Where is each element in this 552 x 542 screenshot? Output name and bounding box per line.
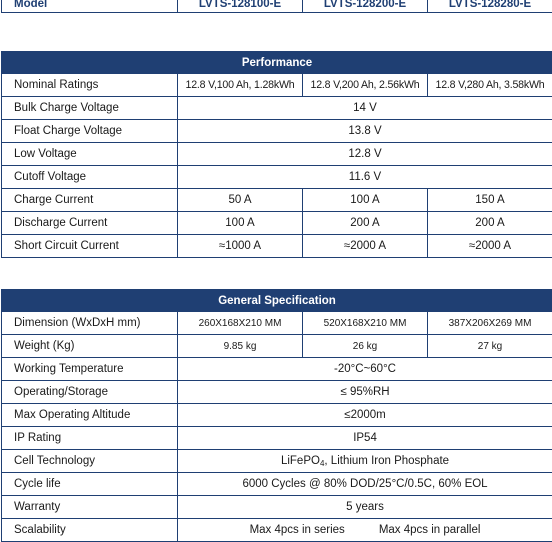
spec-value: -20°C~60°C bbox=[178, 358, 552, 381]
spec-value: 200 A bbox=[428, 212, 552, 235]
spec-value: 260X168X210 MM bbox=[178, 312, 303, 335]
table-row bbox=[2, 143, 552, 166]
spec-value: 12.8 V,280 Ah, 3.58kWh bbox=[428, 74, 552, 97]
general-spec-table bbox=[1, 289, 552, 542]
table-row bbox=[2, 335, 552, 358]
spec-label: Short Circuit Current bbox=[2, 235, 178, 258]
spec-value: 12.8 V bbox=[178, 143, 552, 166]
spec-value: 14 V bbox=[178, 97, 552, 120]
spec-label: Cycle life bbox=[2, 473, 178, 496]
spec-value: 9.85 kg bbox=[178, 335, 303, 358]
spec-value: ≤2000m bbox=[178, 404, 552, 427]
spec-value: 5 years bbox=[178, 496, 552, 519]
table-row bbox=[2, 404, 552, 427]
table-row bbox=[2, 427, 552, 450]
table-row bbox=[2, 450, 552, 473]
general-section-header bbox=[2, 290, 552, 312]
table-row bbox=[2, 120, 552, 143]
performance-title: Performance bbox=[2, 52, 552, 74]
spec-label: Cutoff Voltage bbox=[2, 166, 178, 189]
spec-value: ≈2000 A bbox=[428, 235, 552, 258]
table-row bbox=[2, 496, 552, 519]
spec-label: Nominal Ratings bbox=[2, 74, 178, 97]
performance-section-header bbox=[2, 52, 552, 74]
spec-value: 520X168X210 MM bbox=[303, 312, 428, 335]
spec-value: 11.6 V bbox=[178, 166, 552, 189]
cell-chem-subscript: 4 bbox=[320, 459, 324, 468]
model-header-row bbox=[2, 0, 552, 13]
table-row bbox=[2, 189, 552, 212]
table-row bbox=[2, 358, 552, 381]
spec-label: Bulk Charge Voltage bbox=[2, 97, 178, 120]
spec-label: Dimension (WxDxH mm) bbox=[2, 312, 178, 335]
table-row bbox=[2, 212, 552, 235]
spec-value: 27 kg bbox=[428, 335, 552, 358]
spec-value: 12.8 V,100 Ah, 1.28kWh bbox=[178, 74, 303, 97]
spec-label: Float Charge Voltage bbox=[2, 120, 178, 143]
cell-chem-suffix: , Lithium Iron Phosphate bbox=[324, 455, 449, 467]
table-row bbox=[2, 166, 552, 189]
spec-label: Cell Technology bbox=[2, 450, 178, 473]
general-title: General Specification bbox=[2, 290, 552, 312]
spec-value bbox=[178, 450, 552, 473]
model-table bbox=[1, 0, 552, 13]
model-label: Model bbox=[2, 0, 178, 13]
spec-label: Scalability bbox=[2, 519, 178, 542]
spec-value: 13.8 V bbox=[178, 120, 552, 143]
spec-value: 200 A bbox=[303, 212, 428, 235]
spec-label: Weight (Kg) bbox=[2, 335, 178, 358]
model-name: LVTS-128100-E bbox=[178, 0, 303, 13]
spec-value bbox=[178, 519, 552, 542]
spec-value: ≈1000 A bbox=[178, 235, 303, 258]
spec-label: Operating/Storage bbox=[2, 381, 178, 404]
spec-value: 26 kg bbox=[303, 335, 428, 358]
spec-label: Low Voltage bbox=[2, 143, 178, 166]
spec-label: IP Rating bbox=[2, 427, 178, 450]
spec-label: Warranty bbox=[2, 496, 178, 519]
table-row bbox=[2, 312, 552, 335]
spec-value: ≤ 95%RH bbox=[178, 381, 552, 404]
table-row bbox=[2, 381, 552, 404]
cell-chem-prefix: LiFePO bbox=[281, 455, 320, 467]
spec-value: 150 A bbox=[428, 189, 552, 212]
table-row bbox=[2, 473, 552, 496]
spec-value: IP54 bbox=[178, 427, 552, 450]
spec-label: Max Operating Altitude bbox=[2, 404, 178, 427]
table-row bbox=[2, 235, 552, 258]
spec-label: Discharge Current bbox=[2, 212, 178, 235]
scalability-parallel: Max 4pcs in parallel bbox=[379, 524, 481, 536]
table-row bbox=[2, 74, 552, 97]
spec-value: 50 A bbox=[178, 189, 303, 212]
spec-value: 100 A bbox=[178, 212, 303, 235]
performance-table bbox=[1, 51, 552, 258]
spec-value: 12.8 V,200 Ah, 2.56kWh bbox=[303, 74, 428, 97]
spec-value: 6000 Cycles @ 80% DOD/25°C/0.5C, 60% EOL bbox=[178, 473, 552, 496]
spec-value: 100 A bbox=[303, 189, 428, 212]
model-name: LVTS-128200-E bbox=[303, 0, 428, 13]
spec-value: 387X206X269 MM bbox=[428, 312, 552, 335]
model-name: LVTS-128280-E bbox=[428, 0, 552, 13]
spec-label: Charge Current bbox=[2, 189, 178, 212]
spec-label: Working Temperature bbox=[2, 358, 178, 381]
scalability-series: Max 4pcs in series bbox=[250, 524, 345, 536]
table-row bbox=[2, 519, 552, 542]
spec-value: ≈2000 A bbox=[303, 235, 428, 258]
table-row bbox=[2, 97, 552, 120]
